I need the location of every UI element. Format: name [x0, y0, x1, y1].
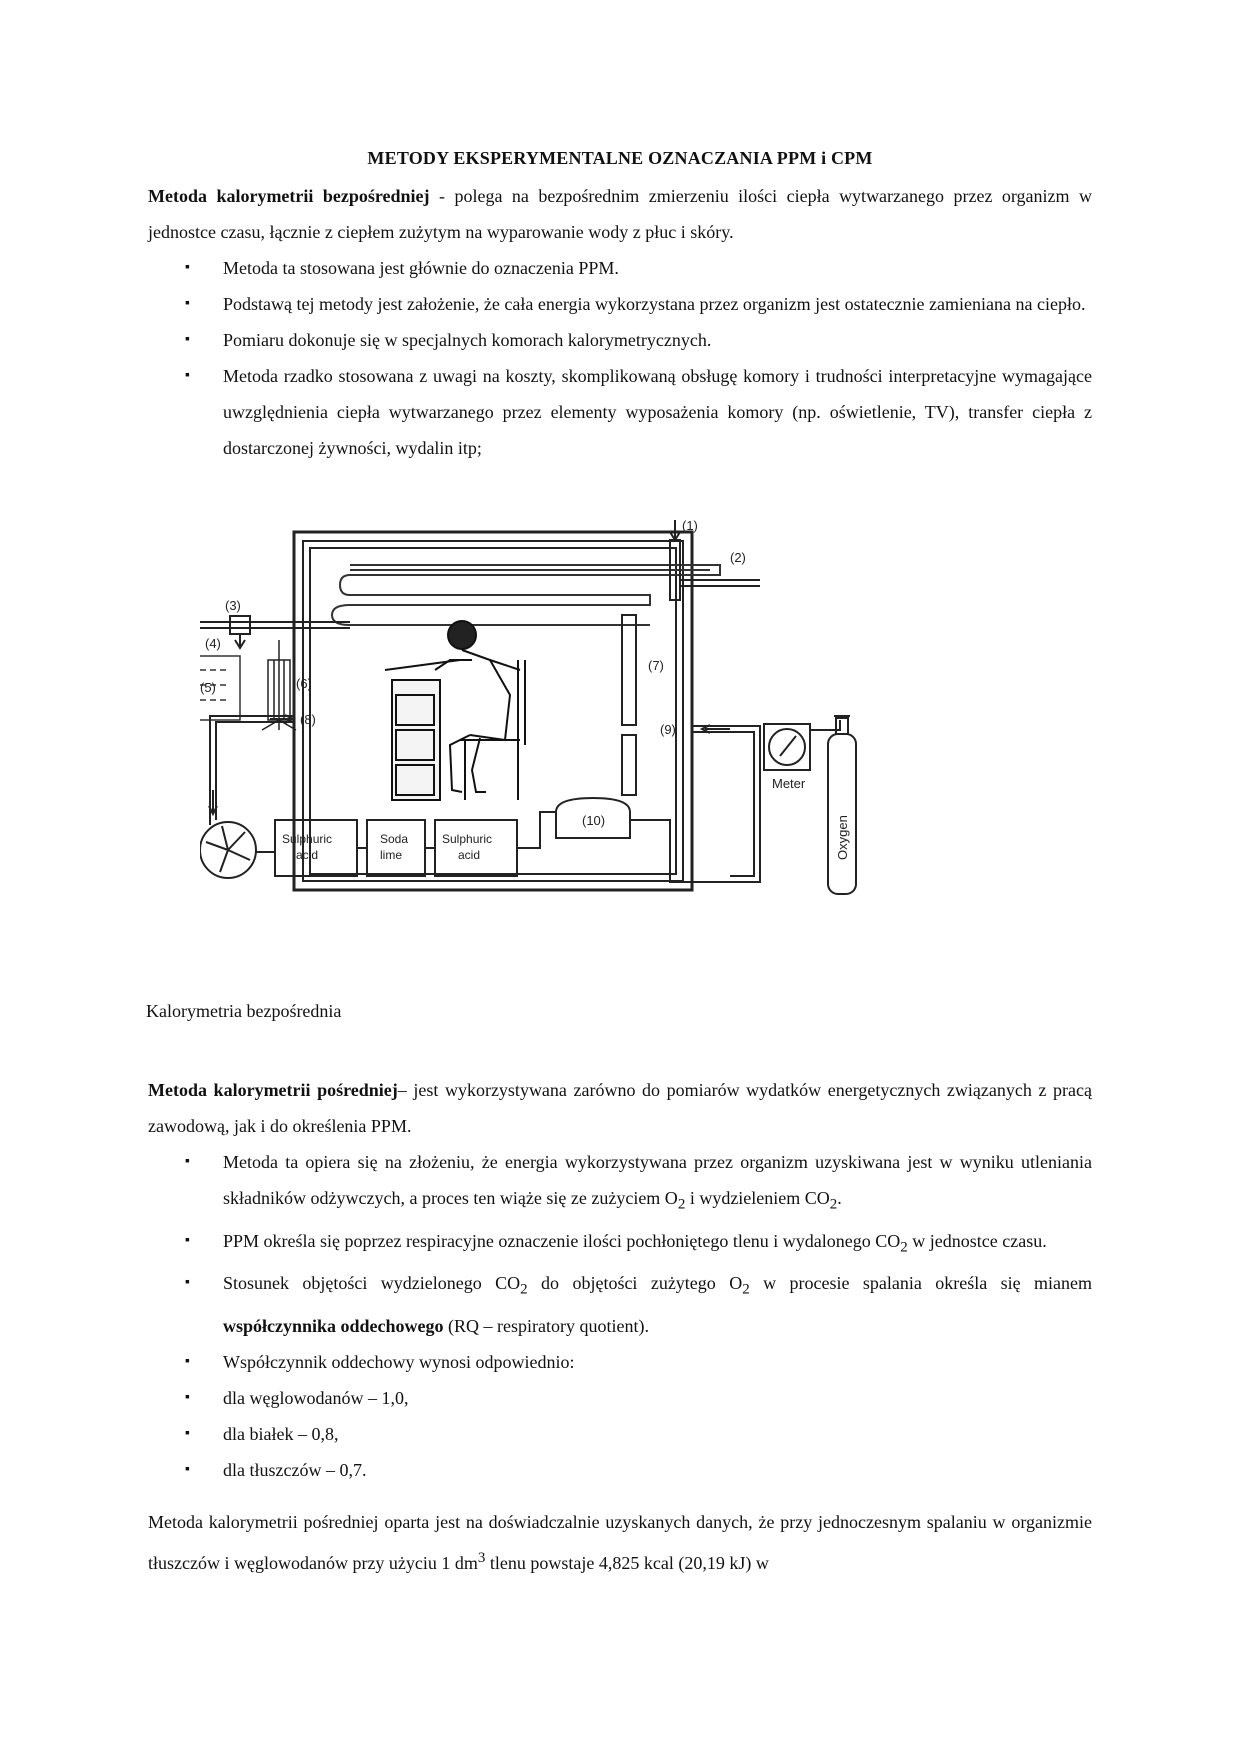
- label-5: (5): [200, 680, 216, 695]
- box1-line2: acid: [296, 848, 319, 862]
- list-item: ▪ PPM określa się poprzez respiracyjne oznaczenie ilości pochłoniętego tlenu i wydalonego $CO_2$ w jednostce czasu.: [185, 1230, 1047, 1256]
- label-8: (8): [300, 712, 316, 727]
- section1-heading: Metoda kalorymetrii bezpośredniej: [148, 186, 430, 206]
- list-item: ▪ Współczynnik oddechowy wynosi odpowiednio:: [185, 1351, 575, 1372]
- oxygen-label: Oxygen: [835, 815, 850, 860]
- list-item: ▪ dla węglowodanów – 1,0,: [185, 1387, 409, 1408]
- meter-label: Meter: [772, 776, 806, 791]
- calorimeter-diagram: [200, 520, 900, 995]
- section2-bullet-list: [148, 1144, 1092, 1488]
- label-1: (1): [682, 520, 698, 533]
- rq-term: współczynnika oddechowego: [223, 1315, 444, 1336]
- box2-line1: Soda: [380, 832, 409, 846]
- label-7: (7): [648, 658, 664, 673]
- list-item: ▪ Pomiaru dokonuje się w specjalnych komorach kalorymetrycznych.: [185, 330, 712, 350]
- label-10: (10): [582, 813, 606, 828]
- list-item: ▪ Podstawą tej metody jest założenie, że cała energia wykorzystana przez organizm jest ostatecznie zamieniana na ciepło.: [185, 294, 1086, 314]
- box2-line2: lime: [380, 848, 403, 862]
- label-4: (4): [205, 636, 221, 651]
- section2-heading: Metoda kalorymetrii pośredniej: [148, 1080, 398, 1100]
- box3-line1: Sulphuric: [442, 832, 493, 846]
- list-item: ▪ dla białek – 0,8,: [185, 1423, 339, 1444]
- label-6: (6): [296, 676, 312, 691]
- label-2: (2): [730, 550, 746, 565]
- section2-intro: Metoda kalorymetrii pośredniej– jest wykorzystywana zarówno do pomiarów wydatków energetycznych związanych z pracą zawodową, jak i do określenia PPM.: [148, 1080, 1092, 1136]
- list-item: ▪ Metoda ta stosowana jest głównie do oznaczenia PPM.: [185, 258, 619, 278]
- section1-bullet-list: [148, 250, 1092, 466]
- label-3: (3): [225, 598, 241, 613]
- figure-caption: Kalorymetria bezpośrednia: [146, 1001, 342, 1021]
- label-9: (9): [660, 722, 676, 737]
- page-title: METODY EKSPERYMENTALNE OZNACZANIA PPM i CPM: [367, 148, 873, 168]
- box1-line1: Sulphuric: [282, 832, 333, 846]
- box3-line2: acid: [458, 848, 481, 862]
- section1-intro: Metoda kalorymetrii bezpośredniej - polega na bezpośrednim zmierzeniu ilości ciepła wytwarzanego przez organizm w jednostce czasu, łącznie z ciepłem zużytym na wyparowanie wody z płuc i skóry.: [148, 186, 1092, 242]
- list-item: ▪ Metoda ta opiera się na złożeniu, że energia wykorzystywana przez organizm uzyskiwana jest w wyniku utleniania składników odżywczych, a proces ten wiąże się ze zużyciem $O_2$ i wydzieleniem $CO_2$.: [185, 1152, 1092, 1213]
- list-item: ▪ dla tłuszczów – 0,7.: [185, 1459, 367, 1480]
- final-paragraph: Metoda kalorymetrii pośredniej oparta jest na doświadczalnie uzyskanych danych, że przy jednoczesnym spalaniu w organizmie tłuszczów i węglowodanów przy użyciu 1 $dm^3$ tlenu powstaje 4,825 kcal (20,19 kJ) w: [148, 1512, 1092, 1573]
- list-item: ▪ Stosunek objętości wydzielonego $CO_2$ do objętości zużytego $O_2$ w procesie spalania określa się mianem współczynnika oddechowego (RQ – respiratory quotient).: [185, 1273, 1092, 1336]
- list-item: ▪ Metoda rzadko stosowana z uwagi na koszty, skomplikowaną obsługę komory i trudności interpretacyjne wymagające uwzględnienia ciepła wytwarzanego przez elementy wyposażenia komory (np. oświetlenie, TV), transfer ciepła z dostarczonej żywności, wydalin itp;: [185, 366, 1092, 458]
